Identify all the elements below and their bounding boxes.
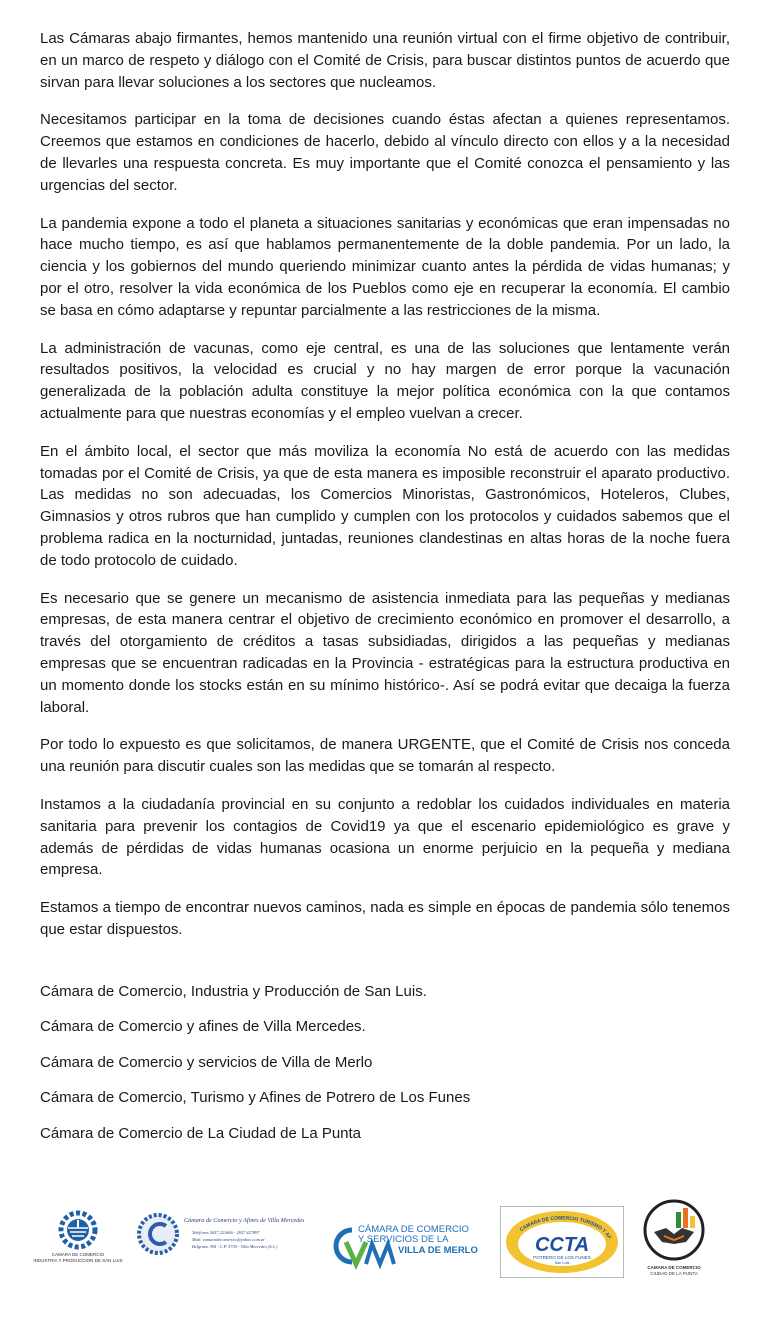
- signatory: Cámara de Comercio y afines de Villa Mercedes.: [40, 1018, 366, 1036]
- gear-c-emblem-icon: [139, 1215, 177, 1253]
- logo-text: Teléfonos 2657 221666 - 2657 427897: [192, 1230, 260, 1235]
- gear-emblem-icon: [61, 1213, 95, 1247]
- logo-acronym: CCTA: [534, 1234, 590, 1256]
- paragraph: Es necesario que se genere un mecanismo de asistencia inmediata para las pequeñas y medianas empresas, de esta manera centrar el objetivo de crecimiento económico en promover el desarrollo, a través del otorgamiento de créditos a tasas subsidiadas, dirigidos a las pequeñas y medianas empresas que se encuentran radicadas en la Provincia - estratégicas para la estructura productiva en un momento donde los stocks están en su mínimo histórico-. Así se podrá evitar que decaiga la fuerza laboral.: [40, 589, 730, 716]
- signatories-list: [40, 981, 730, 1144]
- logo-text: CIUDAD DE LA PUNTA: [650, 1271, 698, 1276]
- logo-text: Belgrano 394 - C.P. 5730 - Villa Mercedes (S.L.): [192, 1244, 278, 1249]
- paragraph: Instamos a la ciudadanía provincial en su conjunto a redoblar los cuidados individuales en materia sanitaria para prevenir los contagios de Covid19 ya que el escenario epidemiológico es grave y además de pérdidas de vidas humanas ocasiona un enorme perjuicio en la pequeña y mediana empresa.: [40, 795, 730, 879]
- logo-title: Cámara de Comercio y Afines de Villa Mercedes: [184, 1217, 305, 1224]
- logo-camara-villa-de-merlo: [326, 1220, 498, 1278]
- paragraph: Estamos a tiempo de encontrar nuevos caminos, nada es simple en épocas de pandemia sólo tenemos que estar dispuestos.: [40, 899, 730, 938]
- logo-text: VILLA DE MERLO: [398, 1245, 478, 1256]
- logo-camara-san-luis: [33, 1208, 123, 1270]
- paragraph: La administración de vacunas, como eje central, es una de las soluciones que lentamente verán resultados positivos, la velocidad es crucial y no hay margen de error porque la vacunación generalizada de la población adulta constituye la mejor política económica con la que contamos actualmente para que nuestras economías y el empleo vuelvan a crecer.: [40, 339, 730, 422]
- paragraph: Necesitamos participar en la toma de decisiones cuando éstas afectan a quienes representamos. Creemos que estamos en condiciones de hacerlo, debido al vínculo directo con ellos y a la necesidad de llevarles una respuesta concreta. Es muy importante que el Comité conozca el pensamiento y las urgencias del sector.: [40, 111, 730, 194]
- logo-text: CAMARA DE COMERCIO: [51, 1252, 105, 1257]
- signatory: Cámara de Comercio, Industria y Producción de San Luis.: [40, 982, 427, 1000]
- signatory: Cámara de Comercio, Turismo y Afines de Potrero de Los Funes: [40, 1089, 471, 1107]
- signatory: Cámara de Comercio y servicios de Villa de Merlo: [40, 1053, 373, 1071]
- logo-text: San Luis: [554, 1261, 570, 1265]
- logo-text: CAMARA DE COMERCIO: [647, 1265, 701, 1270]
- logo-camara-la-punta: [634, 1198, 714, 1282]
- logo-text: POTRERO DE LOS FUNES: [533, 1255, 591, 1260]
- document-body: [40, 28, 730, 1158]
- paragraph: Por todo lo expuesto es que solicitamos, de manera URGENTE, que el Comité de Crisis nos conceda una reunión para discutir cuales son las medidas que se tomarán al respecto.: [40, 736, 730, 776]
- logo-text: Y SERVICIOS DE LA: [358, 1234, 449, 1245]
- handshake-emblem-icon: [645, 1201, 703, 1259]
- logo-text: Mail: camaradecomercio@yahoo.com.ar: [192, 1237, 265, 1242]
- logo-text: CÁMARA DE COMERCIO: [358, 1224, 469, 1235]
- logo-arc-text: CAMARA DE COMERCIO TURISMO Y AF: [518, 1215, 613, 1241]
- paragraph: Las Cámaras abajo firmantes, hemos mantenido una reunión virtual con el firme objetivo de contribuir, en un marco de respeto y diálogo con el Comité de Crisis, para buscar distintos puntos de acuerdo que sirvan para llevar soluciones a los sectores que nucleamos.: [40, 30, 730, 91]
- logos-row: [33, 1198, 718, 1284]
- paragraph: La pandemia expone a todo el planeta a situaciones sanitarias y económicas que eran impensadas no hace mucho tiempo, es así que hablamos permanentemente de la doble pandemia. Por un lado, la ciencia y los gobiernos del mundo queriendo minimizar cuanto antes la pérdida de vidas humanas; y por el otro, resolver la vida económica de los Pueblos como eje en recuperar la economía. El cambio se basa en cómo adaptarse y repuntar parcialmente a las restricciones de la misma.: [40, 214, 730, 319]
- signatory: Cámara de Comercio de La Ciudad de La Punta: [40, 1124, 362, 1142]
- paragraph: En el ámbito local, el sector que más moviliza la economía No está de acuerdo con las medidas tomadas por el Comité de Crisis, ya que de esta manera es imposible reconstruir el aparato productivo. Las medidas no son adecuadas, los Comercios Minoristas, Gastronómicos, Hoteleros, Clubes, Gimnasios y otros rubros que han cumplido y cumplen con los protocolos y cuidados sabemos que el problema radica en la nocturnidad, juntadas, reuniones clandestinas en altas horas de la noche fuera de todo protocolo de cuidado.: [40, 442, 730, 569]
- logo-text: INDUSTRIA Y PRODUCCION DE SAN LUIS: [33, 1258, 123, 1263]
- logo-camara-villa-mercedes: [136, 1208, 308, 1270]
- logo-ccta-potrero: [500, 1206, 624, 1278]
